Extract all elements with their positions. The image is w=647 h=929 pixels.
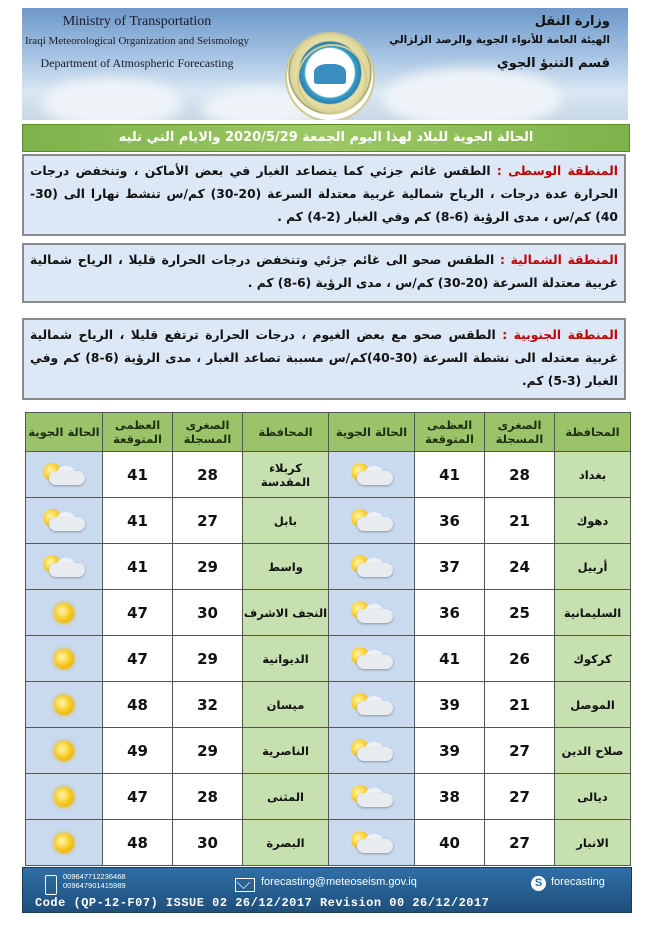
min-temp-cell: 29	[173, 728, 243, 774]
province-cell: صلاح الدين	[555, 728, 631, 774]
phone-numbers	[63, 872, 126, 890]
weather-cell	[329, 820, 415, 866]
province-cell: السليمانية	[555, 590, 631, 636]
table-row	[26, 498, 631, 544]
min-temp-cell: 21	[485, 498, 555, 544]
min-temp-cell: 27	[173, 498, 243, 544]
max-temp-cell: 47	[103, 774, 173, 820]
province-cell: البصرة	[243, 820, 329, 866]
skype-id[interactable]: forecasting	[551, 876, 605, 888]
weather-cell	[26, 728, 103, 774]
max-temp-cell: 36	[415, 590, 485, 636]
department-en: Department of Atmospheric Forecasting	[40, 56, 234, 70]
province-cell: دهوك	[555, 498, 631, 544]
table-header-row	[26, 413, 631, 452]
region-central-name: المنطقة الوسطى :	[496, 164, 618, 178]
max-temp-cell: 48	[103, 682, 173, 728]
weather-cell	[329, 682, 415, 728]
header-province: المحافظة	[555, 413, 631, 452]
region-south	[22, 318, 626, 400]
weather-cell	[26, 452, 103, 498]
footer-contacts	[23, 872, 631, 892]
max-temp-cell: 41	[103, 452, 173, 498]
region-north-name: المنطقة الشمالية :	[499, 253, 618, 267]
max-temp-cell: 41	[103, 498, 173, 544]
header-weather: الحالة الجوية	[26, 413, 103, 452]
province-cell: الموصل	[555, 682, 631, 728]
weather-cell	[26, 682, 103, 728]
province-cell: الديوانية	[243, 636, 329, 682]
table-row	[26, 590, 631, 636]
organization-ar: الهيئة العامة للأنواء الجوية والرصد الزلزالي	[389, 34, 610, 46]
region-south-text: الطقس صحو مع بعض الغيوم ، درجات الحرارة ترتفع قليلا ، الرياح شمالية غربية معتدله الى نشطة السرعة (30-40)كم/س مسببة تصاعد الغبار ، مدى الرؤية (6-8) كم وفي الغبار (3-5) كم.	[30, 328, 618, 388]
sunny-icon	[54, 787, 74, 807]
province-cell: واسط	[243, 544, 329, 590]
partly-cloudy-icon	[349, 463, 395, 487]
table-row	[26, 820, 631, 866]
footer-bar	[22, 867, 632, 913]
max-temp-cell: 47	[103, 590, 173, 636]
min-temp-cell: 27	[485, 728, 555, 774]
partly-cloudy-icon	[349, 739, 395, 763]
region-south-name: المنطقة الجنوبية :	[502, 328, 618, 342]
email-address[interactable]: forecasting@meteoseism.gov.iq	[261, 876, 417, 888]
min-temp-cell: 28	[173, 774, 243, 820]
weather-cell	[26, 498, 103, 544]
organization-en: Iraqi Meteorological Organization and Seismology	[24, 35, 250, 47]
province-cell: المثنى	[243, 774, 329, 820]
table-row	[26, 682, 631, 728]
weather-cell	[26, 544, 103, 590]
partly-cloudy-icon	[349, 785, 395, 809]
phone-icon	[45, 875, 57, 895]
header-max: العظمى المتوقعة	[415, 413, 485, 452]
min-temp-cell: 21	[485, 682, 555, 728]
table-row	[26, 636, 631, 682]
sunny-icon	[54, 741, 74, 761]
province-cell: بغداد	[555, 452, 631, 498]
max-temp-cell: 49	[103, 728, 173, 774]
partly-cloudy-icon	[349, 831, 395, 855]
header-banner	[22, 8, 628, 120]
province-cell: ميسان	[243, 682, 329, 728]
sunny-icon	[54, 695, 74, 715]
sunny-icon	[54, 833, 74, 853]
region-central-text: الطقس غائم جزئي كما يتصاعد الغبار في بعض الأماكن ، وتنخفض درجات الحرارة عدة درجات ، الرياح شمالية غربية معتدلة السرعة (20-30) كم/س تنشط نهارا الى (30-40) كم/س ، مدى الرؤية (6-8) كم وفي الغبار (2-4) كم .	[30, 164, 618, 224]
province-cell: كركوك	[555, 636, 631, 682]
max-temp-cell: 41	[415, 636, 485, 682]
max-temp-cell: 41	[103, 544, 173, 590]
min-temp-cell: 24	[485, 544, 555, 590]
province-cell: النجف الاشرف	[243, 590, 329, 636]
table-row	[26, 544, 631, 590]
weather-cell	[329, 452, 415, 498]
partly-cloudy-icon	[349, 509, 395, 533]
weather-cell	[329, 774, 415, 820]
department-ar: قسم التنبؤ الجوي	[496, 56, 610, 71]
max-temp-cell: 47	[103, 636, 173, 682]
province-cell: كربلاء المقدسة	[243, 452, 329, 498]
skype-icon: S	[531, 876, 546, 891]
email-icon	[235, 878, 255, 892]
min-temp-cell: 29	[173, 636, 243, 682]
max-temp-cell: 41	[415, 452, 485, 498]
province-cell: ديالى	[555, 774, 631, 820]
weather-cell	[329, 544, 415, 590]
min-temp-cell: 27	[485, 774, 555, 820]
min-temp-cell: 28	[173, 452, 243, 498]
max-temp-cell: 38	[415, 774, 485, 820]
table-row	[26, 452, 631, 498]
region-central	[22, 154, 626, 236]
min-temp-cell: 32	[173, 682, 243, 728]
logo-cloud-emblem	[314, 64, 346, 84]
weather-cell	[26, 774, 103, 820]
province-cell: الناصرية	[243, 728, 329, 774]
bulletin-title: الحالة الجوية للبلاد لهذا اليوم الجمعة 2020/5/29 والايام التي تليه	[22, 124, 630, 152]
header-province: المحافظة	[243, 413, 329, 452]
ministry-en: Ministry of Transportation	[62, 14, 212, 29]
min-temp-cell: 28	[485, 452, 555, 498]
document-code: Code (QP-12-F07) ISSUE 02 26/12/2017 Revision 00 26/12/2017	[35, 896, 490, 910]
weather-cell	[26, 820, 103, 866]
header-weather: الحالة الجوية	[329, 413, 415, 452]
table-row	[26, 728, 631, 774]
min-temp-cell: 26	[485, 636, 555, 682]
partly-cloudy-icon	[41, 555, 87, 579]
province-cell: أربيل	[555, 544, 631, 590]
min-temp-cell: 29	[173, 544, 243, 590]
phone-number-2: 009647901415989	[63, 881, 126, 890]
header-max: العظمى المتوقعة	[103, 413, 173, 452]
province-cell: الانبار	[555, 820, 631, 866]
min-temp-cell: 30	[173, 590, 243, 636]
max-temp-cell: 37	[415, 544, 485, 590]
weather-cell	[329, 636, 415, 682]
ministry-ar: وزارة النقل	[534, 14, 610, 29]
sunny-icon	[54, 649, 74, 669]
region-north	[22, 243, 626, 303]
partly-cloudy-icon	[349, 601, 395, 625]
partly-cloudy-icon	[349, 555, 395, 579]
sunny-icon	[54, 603, 74, 623]
min-temp-cell: 27	[485, 820, 555, 866]
phone-number-1: 009647712236468	[63, 872, 126, 881]
weather-cell	[329, 498, 415, 544]
header-min: الصغرى المسجلة	[485, 413, 555, 452]
province-cell: بابل	[243, 498, 329, 544]
partly-cloudy-icon	[349, 693, 395, 717]
min-temp-cell: 30	[173, 820, 243, 866]
partly-cloudy-icon	[41, 463, 87, 487]
organization-logo	[287, 34, 373, 120]
weather-cell	[26, 590, 103, 636]
weather-cell	[26, 636, 103, 682]
max-temp-cell: 39	[415, 728, 485, 774]
min-temp-cell: 25	[485, 590, 555, 636]
region-north-text: الطقس صحو الى غائم جزئي وتنخفض درجات الحرارة قليلا ، الرياح شمالية غربية معتدلة السرعة (20-30) كم/س ، مدى الرؤية (6-8) كم .	[30, 253, 618, 290]
table-row	[26, 774, 631, 820]
weather-cell	[329, 728, 415, 774]
temperature-table	[25, 412, 631, 866]
weather-cell	[329, 590, 415, 636]
max-temp-cell: 36	[415, 498, 485, 544]
partly-cloudy-icon	[349, 647, 395, 671]
max-temp-cell: 40	[415, 820, 485, 866]
max-temp-cell: 48	[103, 820, 173, 866]
header-min: الصغرى المسجلة	[173, 413, 243, 452]
max-temp-cell: 39	[415, 682, 485, 728]
partly-cloudy-icon	[41, 509, 87, 533]
